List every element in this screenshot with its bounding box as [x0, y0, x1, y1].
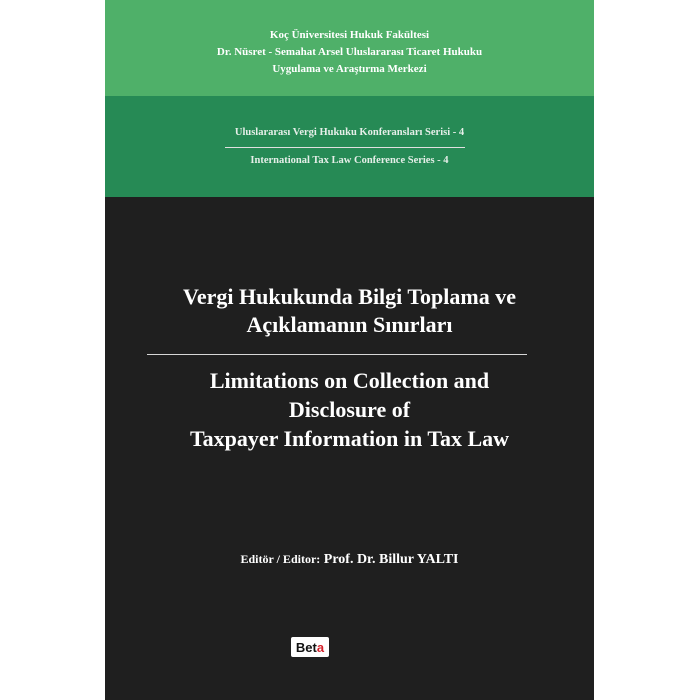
title-divider: [147, 354, 527, 355]
series-title-turkish: Uluslararası Vergi Hukuku Konferansları Serisi - 4: [234, 127, 465, 138]
publisher-logo-main: Bet: [295, 639, 317, 655]
institution-band: [105, 0, 594, 96]
editor-name: Prof. Dr. Billur YALTI: [323, 552, 459, 567]
book-cover: [105, 0, 594, 700]
institution-line-2: Dr. Nüsret - Semahat Arsel Uluslararası Ticaret Hukuku: [216, 46, 483, 58]
series-divider: [225, 147, 465, 148]
series-title-english: International Tax Law Conference Series - 4: [250, 155, 449, 166]
publisher-logo: [291, 637, 329, 657]
title-english-line-3: Taxpayer Information in Tax Law: [189, 426, 510, 451]
title-english-line-1: Limitations on Collection and: [209, 368, 490, 393]
publisher-logo-accent: a: [316, 639, 325, 655]
editor-prefix: Editör / Editor:: [240, 552, 321, 566]
title-turkish-line-2: Açıklamanın Sınırları: [246, 312, 453, 337]
editor-credit: [105, 550, 594, 569]
institution-line-1: Koç Üniversitesi Hukuk Fakültesi: [269, 29, 430, 41]
title-turkish-line-1: Vergi Hukukunda Bilgi Toplama ve: [183, 284, 516, 309]
institution-line-3: Uygulama ve Araştırma Merkezi: [272, 63, 427, 75]
title-english-line-2: Disclosure of: [288, 397, 411, 422]
